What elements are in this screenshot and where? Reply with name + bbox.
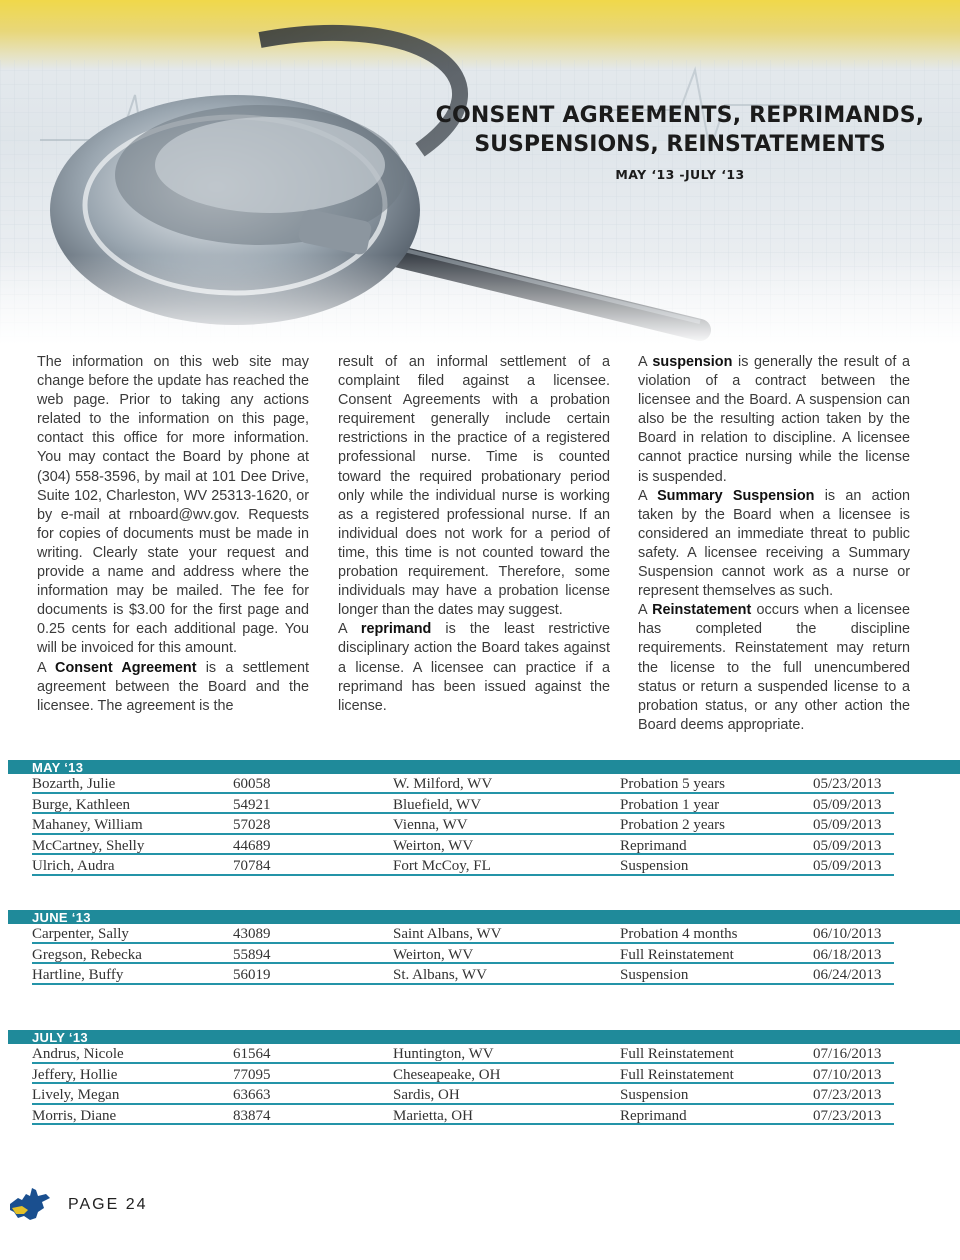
- text-column-1: [37, 353, 309, 716]
- paragraph: A Summary Suspension is an action taken by the Board when a licensee is considered an immediate threat to public safety. A licensee receiving a Summary Suspension cannot work as a nurse or represent themselves as such.: [638, 487, 911, 600]
- section-band: [8, 1030, 960, 1044]
- paragraph: The information on this web site may change before the update has reached the web page. Prior to taking any actions related to the information on this page, contact this office for more information. You may contact the Board by phone at (304) 558-3596, by mail at 101 Dee Drive, Suite 102, Charleston, WV 25313-1620, or by e-mail at rnboard@wv.gov. Requests for copies of documents must be made in writing. Clearly state your request and provide a name and address where the information may be mailed. The fee for documents is $3.00 for the first page and 0.25 cents for each additional page. You will be invoiced for this amount.: [37, 354, 309, 657]
- section-label: JUNE ‘13: [32, 910, 91, 925]
- date-range-subtitle: MAY ‘13 -JULY ‘13: [615, 167, 745, 182]
- text-column-3: [638, 353, 910, 735]
- table-row: Jeffery, Hollie 77095 Cheseapeake, OH Full Reinstatement 07/10/2013: [0, 1065, 960, 1086]
- page-footer: [8, 1186, 148, 1227]
- title-line-1: CONSENT AGREEMENTS, REPRIMANDS,: [435, 103, 925, 128]
- section-may: [0, 760, 960, 877]
- table-row: Burge, Kathleen 54921 Bluefield, WV Probation 1 year 05/09/2013: [0, 795, 960, 816]
- section-july: [0, 1030, 960, 1126]
- table-row: Bozarth, Julie 60058 W. Milford, WV Probation 5 years 05/23/2013: [0, 774, 960, 795]
- section-band: [8, 910, 960, 924]
- paragraph: A reprimand is the least restrictive disciplinary action the Board takes against a license. A licensee can practice if a reprimand has been issued against the license.: [338, 621, 610, 714]
- table-row: Carpenter, Sally 43089 Saint Albans, WV Probation 4 months 06/10/2013: [0, 924, 960, 945]
- text-column-2: [338, 353, 610, 716]
- table-row: Morris, Diane 83874 Marietta, OH Reprimand 07/23/2013: [0, 1106, 960, 1127]
- title-line-2: SUSPENSIONS, REINSTATEMENTS: [474, 132, 886, 157]
- table-row: Ulrich, Audra 70784 Fort McCoy, FL Suspension 05/09/2013: [0, 856, 960, 877]
- section-june: [0, 910, 960, 986]
- table-row: McCartney, Shelly 44689 Weirton, WV Reprimand 05/09/2013: [0, 836, 960, 857]
- table-row: Andrus, Nicole 61564 Huntington, WV Full Reinstatement 07/16/2013: [0, 1044, 960, 1065]
- section-band: [8, 760, 960, 774]
- section-label: JULY ‘13: [32, 1030, 88, 1045]
- page-number: PAGE 24: [68, 1196, 148, 1213]
- table-row: Lively, Megan 63663 Sardis, OH Suspension 07/23/2013: [0, 1085, 960, 1106]
- paragraph: A Reinstatement occurs when a licensee has completed the discipline requirements. Reinstatement may return the license to the full unencumbered status or return a suspended license to a probation status, or any other action the Board deems appropriate.: [638, 602, 910, 733]
- table-row: Hartline, Buffy 56019 St. Albans, WV Suspension 06/24/2013: [0, 965, 960, 986]
- paragraph: A Consent Agreement is a settlement agreement between the Board and the licensee. The agreement is the: [37, 659, 310, 714]
- page-heading: [420, 103, 940, 182]
- paragraph: A suspension is generally the result of a violation of a contract between the licensee and the Board. A suspension can also be the resulting action taken by the Board in relation to discipline. A licensee cannot practice nursing while the license is suspended.: [638, 354, 910, 485]
- west-virginia-state-icon: [8, 1186, 52, 1222]
- table-row: Mahaney, William 57028 Vienna, WV Probation 2 years 05/09/2013: [0, 815, 960, 836]
- table-row: Gregson, Rebecka 55894 Weirton, WV Full Reinstatement 06/18/2013: [0, 945, 960, 966]
- paragraph: result of an informal settlement of a complaint filed against a licensee. Consent Agreements with a probation requirement generally include certain restrictions in the practice of a registered professional nurse. Time is counted toward the required probationary period only while the individual nurse is working as a registered professional nurse. If an individual does not work for a period of time, this time is not counted toward the probation requirement. Therefore, some individuals may have a probation license longer than the dates may suggest.: [338, 354, 610, 619]
- section-label: MAY ‘13: [32, 760, 84, 775]
